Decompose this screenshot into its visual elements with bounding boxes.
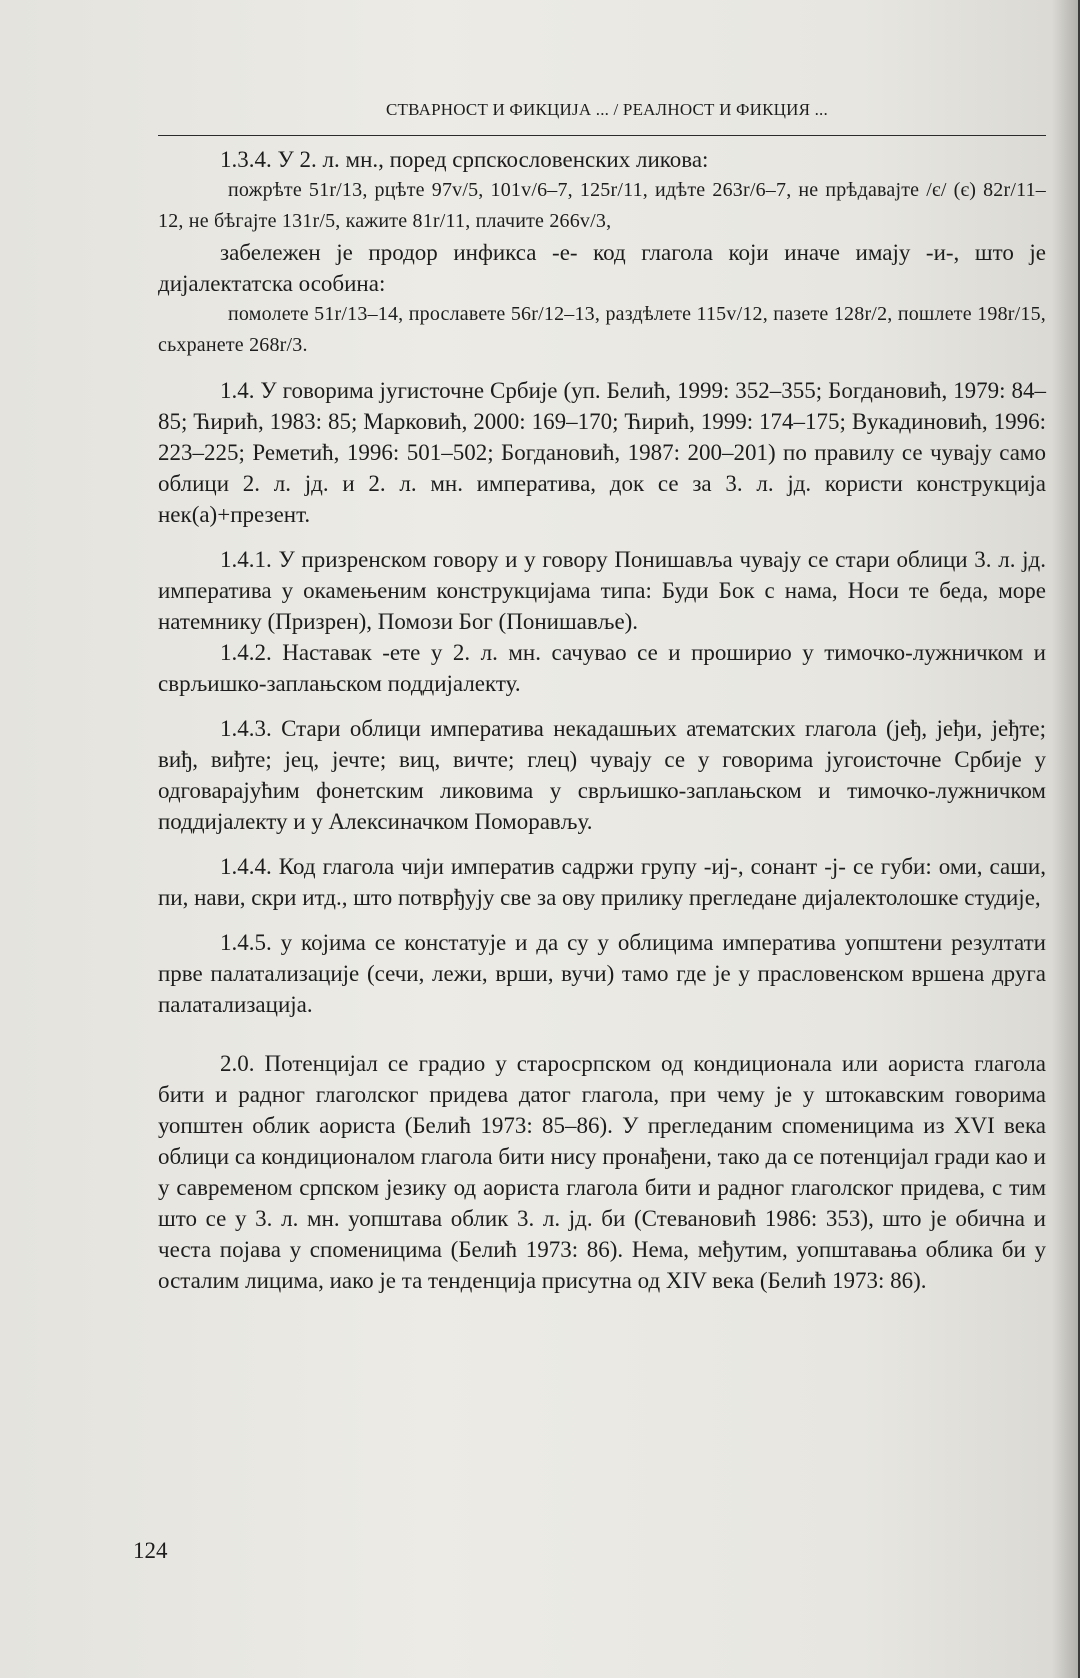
- header-rule: [158, 135, 1046, 136]
- paragraph-infix: забележен је продор инфикса -е- код глагола који иначе имају -и-, што је дијалектатска особина:: [158, 240, 1046, 296]
- slavonic-examples-1: пожрѣте 51r/13, рцѣте 97v/5, 101v/6–7, 125r/11, идѣте 263r/6–7, не прѣдавајте /є/ (є) 82r/11–12, не бѣгајте 131r/5, кажите 81r/11, плачите 266v/3,: [158, 179, 1046, 232]
- paragraph-1-4-1: 1.4.1. У призренском говору и у говору Понишавља чувају се стари облици 3. л. јд. императива у окамењеним конструкцијама типа: Буди Бок с нама, Носи те беда, море натемнику (Призрен), Помози Бог (Понишавље).: [158, 547, 1046, 634]
- paragraph-1-3-4: 1.3.4. У 2. л. мн., поред српскословенских ликова:: [220, 147, 709, 172]
- page-number: 124: [133, 1538, 168, 1563]
- paragraph-1-4-5: 1.4.5. у којима се констатује и да су у облицима императива уопштени резултати прве палатализације (сечи, лежи, врши, вучи) тамо где је у прасловенском вршена друга палатализација.: [158, 930, 1046, 1017]
- paragraph-1-4-3: 1.4.3. Стари облици императива некадашњих атематских глагола (јеђ, јеђи, јеђте; виђ, виђте; јец, јечте; виц, вичте; глец) чувају се у говорима југоисточне Србије у одговарајућим фонетским ликовима у сврљишко-заплањском и тимочко-лужничком поддијалекту и у Алексиначком Поморављу.: [158, 716, 1046, 834]
- paragraph-1-4-4: 1.4.4. Код глагола чији императив садржи групу -иј-, сонант -ј- се губи: оми, саши, пи, нави, скри итд., што потврђују све за ову прилику прегледане дијалектолошке студије,: [158, 854, 1046, 910]
- slavonic-examples-2: помолете 51r/13–14, прославете 56r/12–13, раздѣлете 115v/12, пазете 128r/2, пошлете 198r/15, сьхранете 268r/3.: [158, 303, 1046, 356]
- running-header: СТВАРНОСТ И ФИКЦИЈА ... / РЕАЛНОСТ И ФИКЦИЯ ...: [386, 100, 828, 119]
- paragraph-1-4-2: 1.4.2. Наставак -ете у 2. л. мн. сачувао се и проширио у тимочко-лужничком и сврљишко-заплањском поддијалекту.: [158, 640, 1046, 696]
- paragraph-2-0: 2.0. Потенцијал се градио у старосрпском од кондиционала или аориста глагола бити и радног глаголског придева датог глагола, при чему је у штокавским говорима уопштен облик аориста (Белић 1973: 85–86). У прегледаним споменицима из XVI века облици са кондиционалом глагола бити нису пронађени, тако да се потенцијал гради као и у савременом српском језику од аориста глагола бити и радног глаголског придева, с тим што се у 3. л. мн. уопштава облик 3. л. јд. би (Стевановић 1986: 353), што је обична и честа појава у споменицима (Белић 1973: 86). Нема, међутим, уопштавања облика би у осталим лицима, иако је та тенденција присутна од XIV века (Белић 1973: 86).: [158, 1051, 1046, 1293]
- paragraph-1-4: 1.4. У говорима југисточне Србије (уп. Белић, 1999: 352–355; Богдановић, 1979: 84–85; Ћирић, 1983: 85; Марковић, 2000: 169–170; Ћирић, 1999: 174–175; Вукадиновић, 1996: 223–225; Реметић, 1996: 501–502; Богдановић, 1987: 200–201) по правилу се чувају само облици 2. л. јд. и 2. л. мн. императива, док се за 3. л. јд. користи конструкција нек(а)+презент.: [158, 378, 1046, 527]
- body-text: [158, 144, 1046, 1296]
